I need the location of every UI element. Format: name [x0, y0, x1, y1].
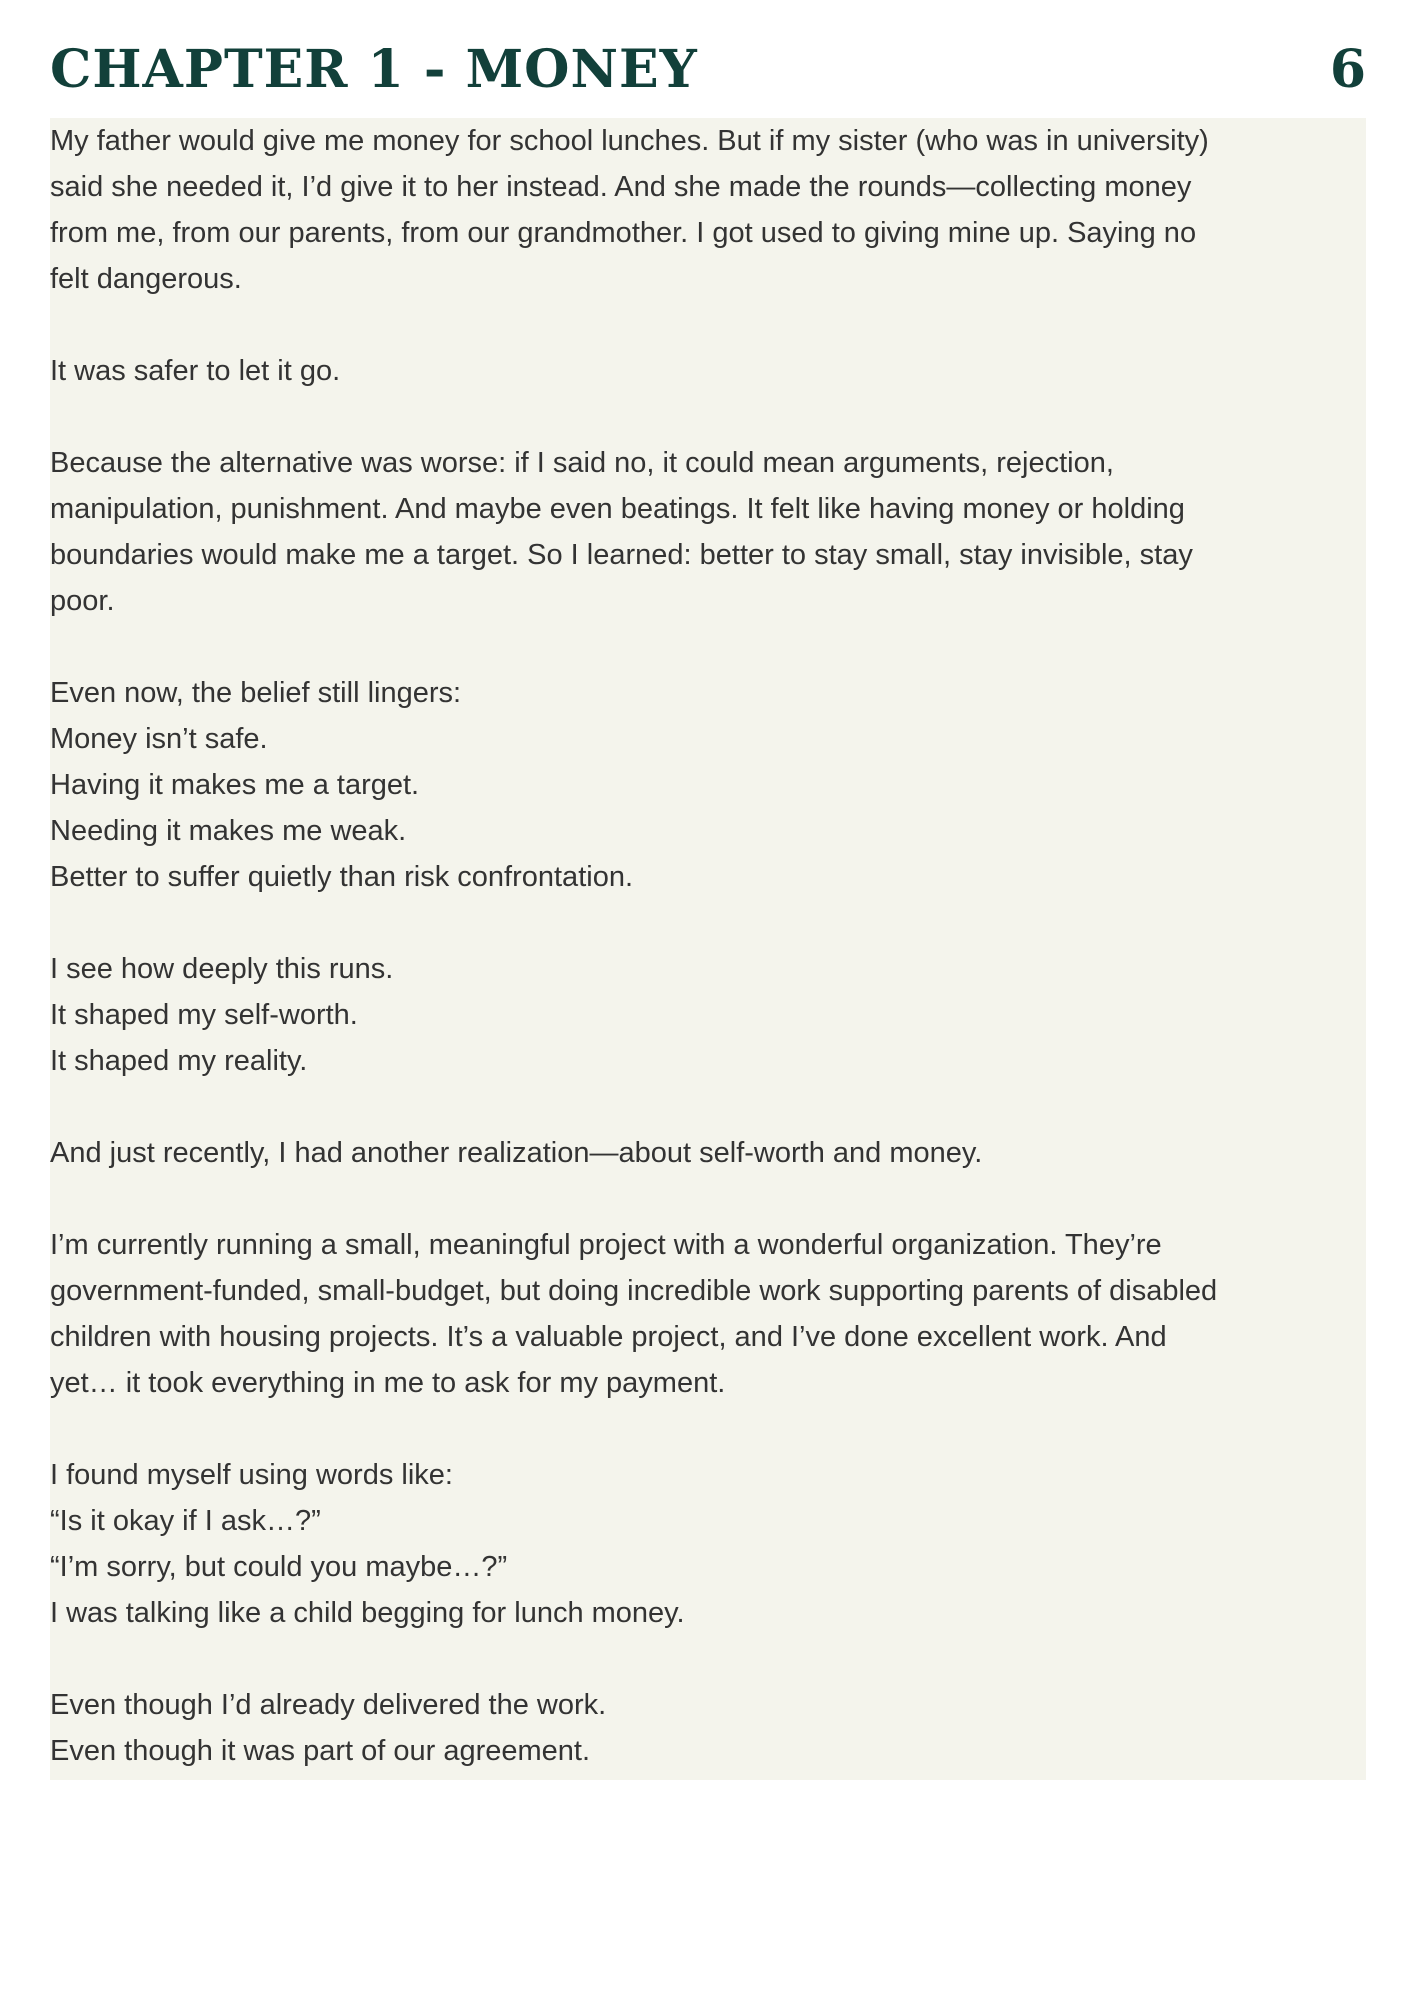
text-line: I see how deeply this runs. [50, 953, 394, 985]
text-line: Having it makes me a target. [50, 769, 420, 801]
paragraph [50, 1682, 1366, 1774]
text-line: poor. [50, 585, 115, 617]
chapter-title: CHAPTER 1 - MONEY [50, 39, 698, 100]
text-line: I found myself using words like: [50, 1459, 453, 1491]
paragraph [50, 946, 1366, 1084]
paragraph [50, 670, 1366, 900]
text-line: “Is it okay if I ask…?” [50, 1505, 321, 1537]
text-line: manipulation, punishment. And maybe even beatings. It felt like having money or holding [50, 493, 1185, 525]
text-line: Even though it was part of our agreement. [50, 1735, 591, 1767]
text-line: It shaped my self-worth. [50, 999, 358, 1031]
text-line: children with housing projects. It’s a valuable project, and I’ve done excellent work. And [50, 1321, 1167, 1353]
text-line: My father would give me money for school lunches. But if my sister (who was in university) [50, 125, 1209, 157]
text-line: Even now, the belief still lingers: [50, 677, 462, 709]
text-line: It was safer to let it go. [50, 355, 341, 387]
text-line: from me, from our parents, from our grandmother. I got used to giving mine up. Saying no [50, 217, 1197, 249]
text-line: It shaped my reality. [50, 1045, 308, 1077]
text-line: Because the alternative was worse: if I said no, it could mean arguments, rejection, [50, 447, 1114, 479]
text-line: I’m currently running a small, meaningful project with a wonderful organization. They’re [50, 1229, 1162, 1261]
text-line: Better to suffer quietly than risk confrontation. [50, 861, 634, 893]
text-line: Even though I’d already delivered the work. [50, 1689, 607, 1721]
text-line: I was talking like a child begging for lunch money. [50, 1597, 685, 1629]
text-line: yet… it took everything in me to ask for my payment. [50, 1367, 726, 1399]
paragraph [50, 348, 1366, 394]
paragraph [50, 440, 1366, 624]
page-header [50, 30, 1366, 110]
body-text-panel [50, 118, 1366, 1780]
text-line: And just recently, I had another realization—about self-worth and money. [50, 1137, 983, 1169]
paragraph [50, 1222, 1366, 1406]
text-line: boundaries would make me a target. So I learned: better to stay small, stay invisible, stay [50, 539, 1193, 571]
text-line: government-funded, small-budget, but doing incredible work supporting parents of disabled [50, 1275, 1218, 1307]
paragraph [50, 1452, 1366, 1636]
paragraph [50, 1130, 1366, 1176]
paragraph [50, 118, 1366, 302]
text-line: Money isn’t safe. [50, 723, 268, 755]
page-number: 6 [1329, 39, 1366, 100]
body-text [50, 118, 1366, 1774]
text-line: “I’m sorry, but could you maybe…?” [50, 1551, 508, 1583]
text-line: said she needed it, I’d give it to her instead. And she made the rounds—collecting money [50, 171, 1192, 203]
text-line: Needing it makes me weak. [50, 815, 407, 847]
text-line: felt dangerous. [50, 263, 242, 295]
